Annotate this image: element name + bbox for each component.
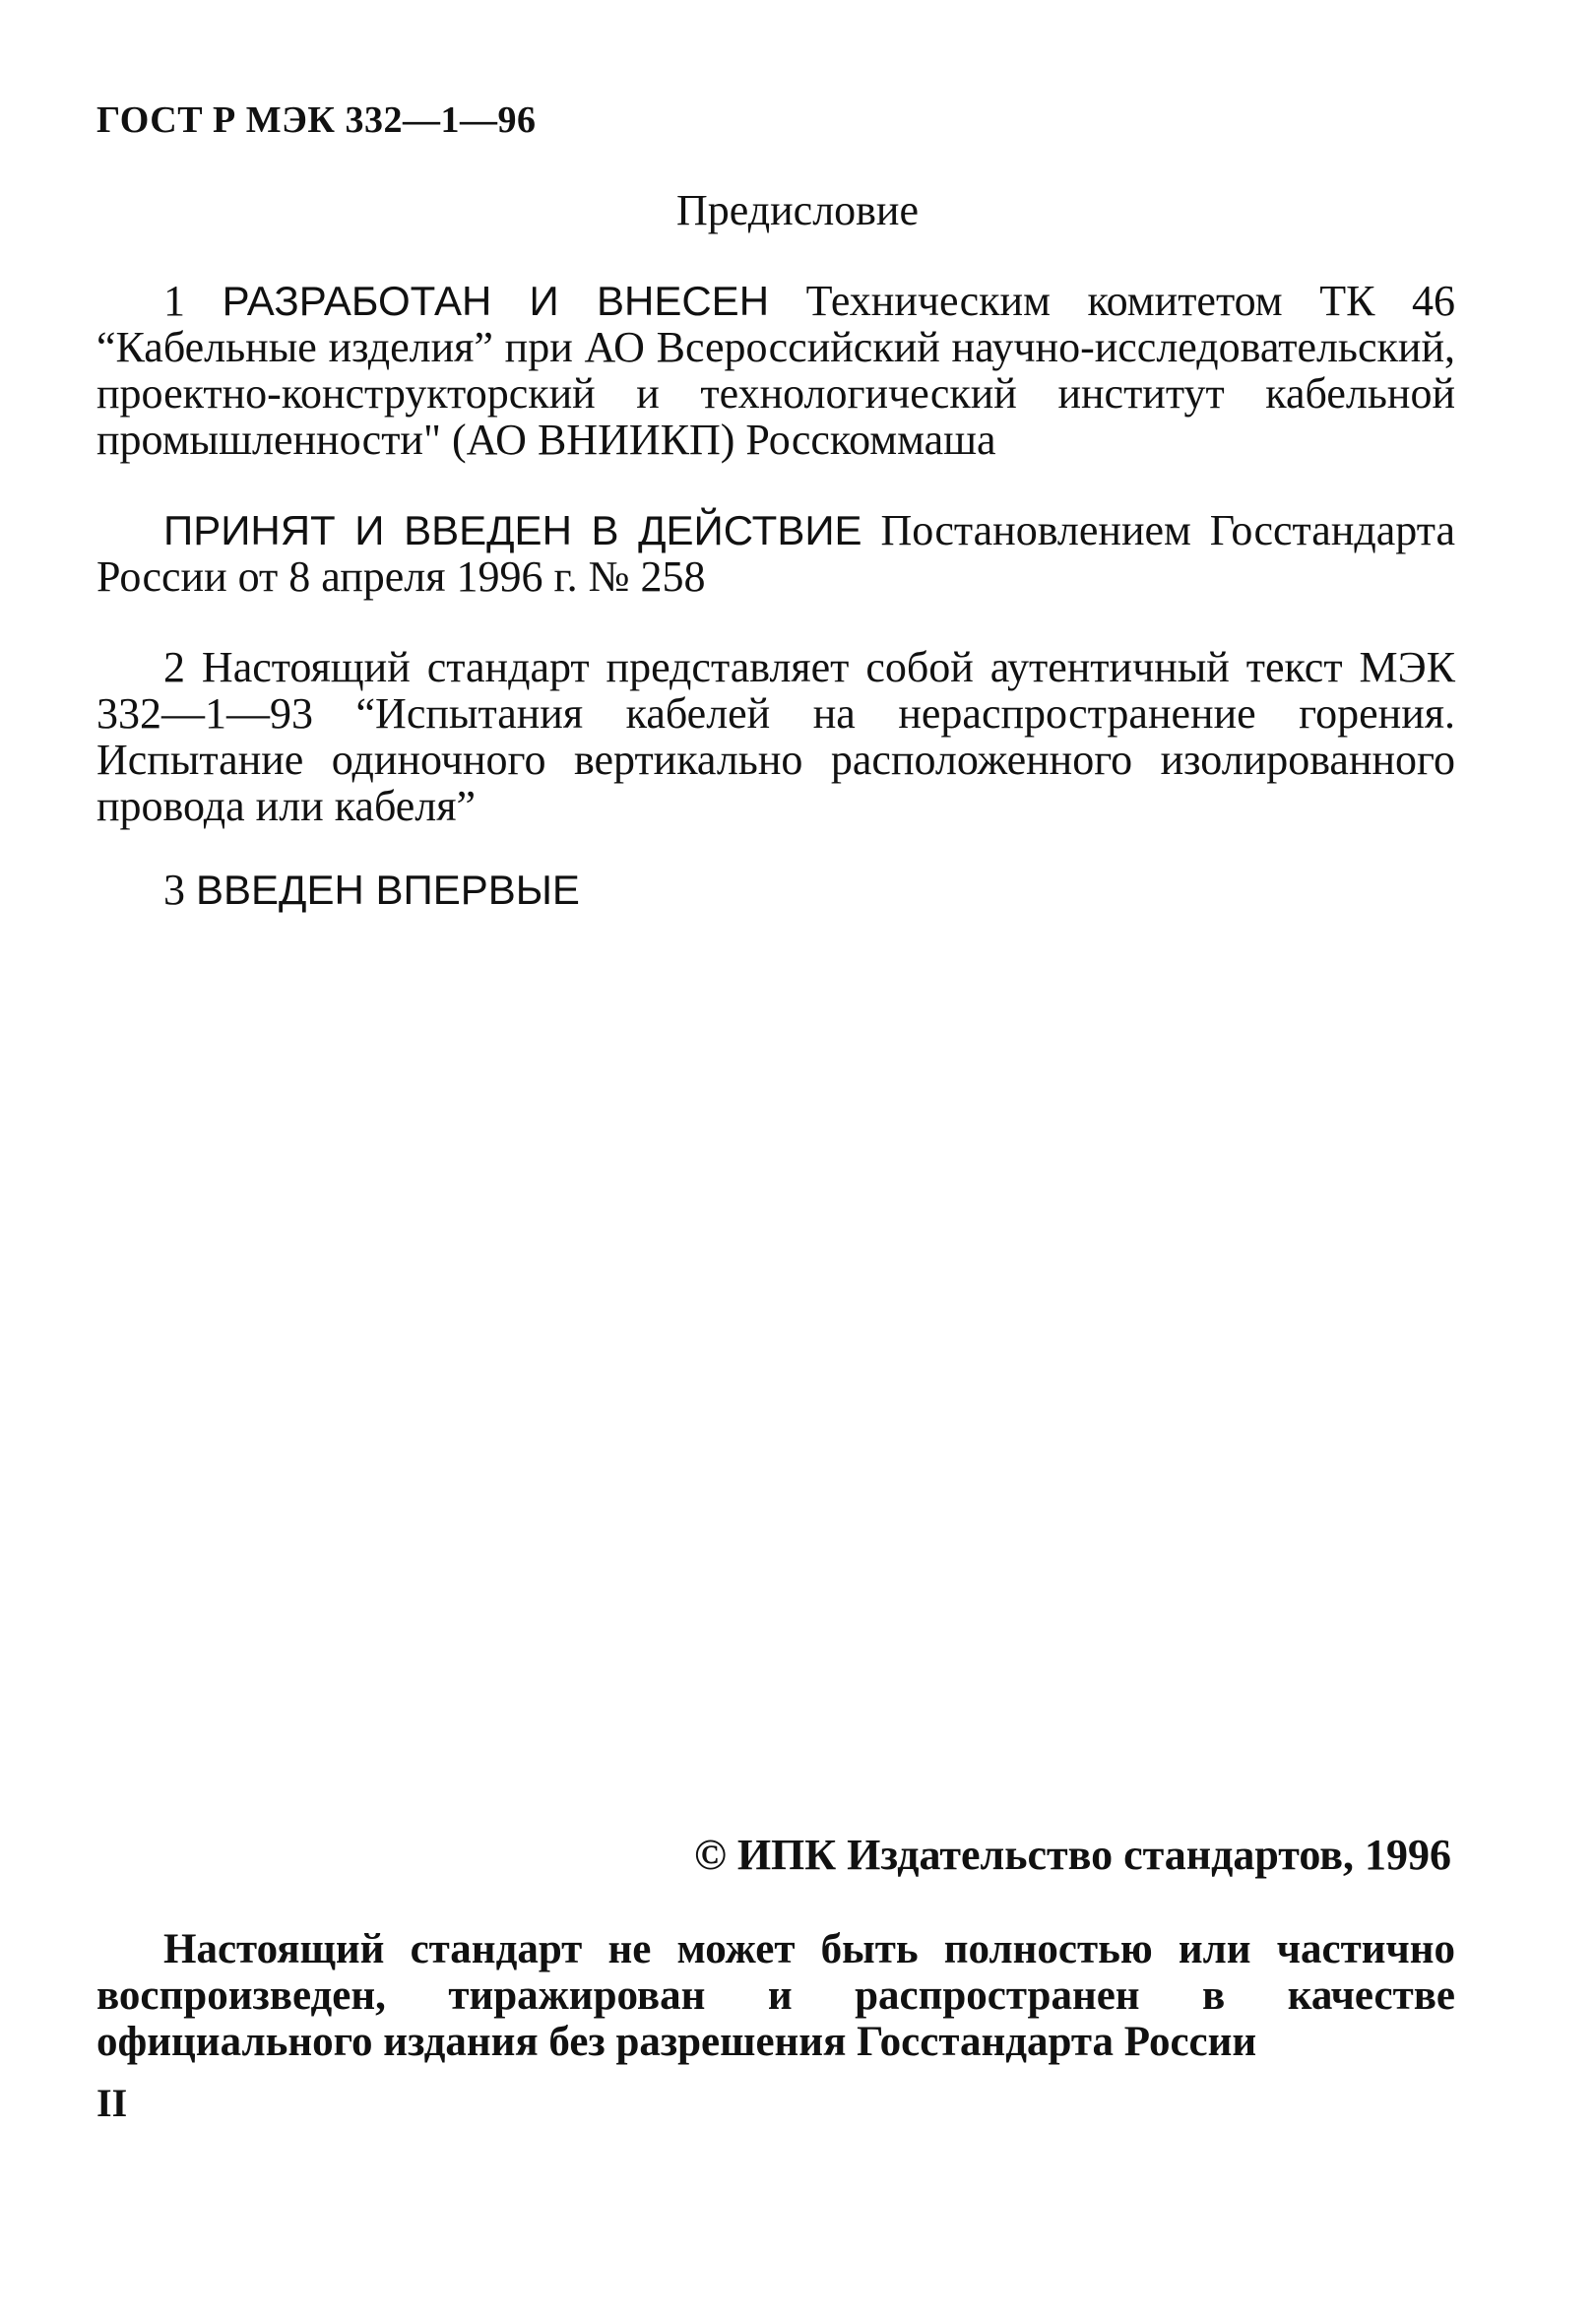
page-number: II <box>96 2081 128 2125</box>
item-3-first <box>96 867 1455 913</box>
item-adopted-caps: ПРИНЯТ И ВВЕДЕН В ДЕЙСТВИЕ <box>163 507 862 553</box>
item-2-authentic <box>96 644 1455 829</box>
standard-code: ГОСТ Р МЭК 332—1—96 <box>96 99 537 141</box>
reproduction-notice-text: Настоящий стандарт не может быть полностью или частично воспроизведен, тиражирован и распространен в качестве официального издания без разрешения Госстандарта России <box>96 1926 1455 2065</box>
reproduction-notice <box>96 1926 1455 2065</box>
item-adopted <box>96 507 1455 600</box>
item-adopted-text: Постановлением Госстандарта России от 8 апреля 1996 г. № 258 <box>96 506 1455 601</box>
item-1-developed <box>96 278 1455 463</box>
item-2-text: Настоящий стандарт представляет собой аутентичный текст МЭК 332—1—93 “Испытания кабелей на нераспространение горения. Испытание одиночного вертикально расположенного изолированного провода или кабеля” <box>96 643 1455 830</box>
copyright-line: © ИПК Издательство стандартов, 1996 <box>693 1831 1451 1879</box>
item-1-caps: РАЗРАБОТАН И ВНЕСЕН <box>222 278 770 324</box>
item-1-text: Техническим комитетом ТК 46 “Кабельные изделия” при АО Всероссийский научно-исследовательский, проектно-конструкторский и технологический институт кабельной промышленности" (АО ВНИИКП) Росскоммаша <box>96 277 1456 464</box>
page-title: Предисловие <box>676 186 919 234</box>
item-1-number: 1 <box>163 277 185 325</box>
item-3-caps: ВВЕДЕН ВПЕРВЫЕ <box>196 867 580 913</box>
item-2-number: 2 <box>163 643 185 691</box>
item-3-number: 3 <box>163 866 185 914</box>
